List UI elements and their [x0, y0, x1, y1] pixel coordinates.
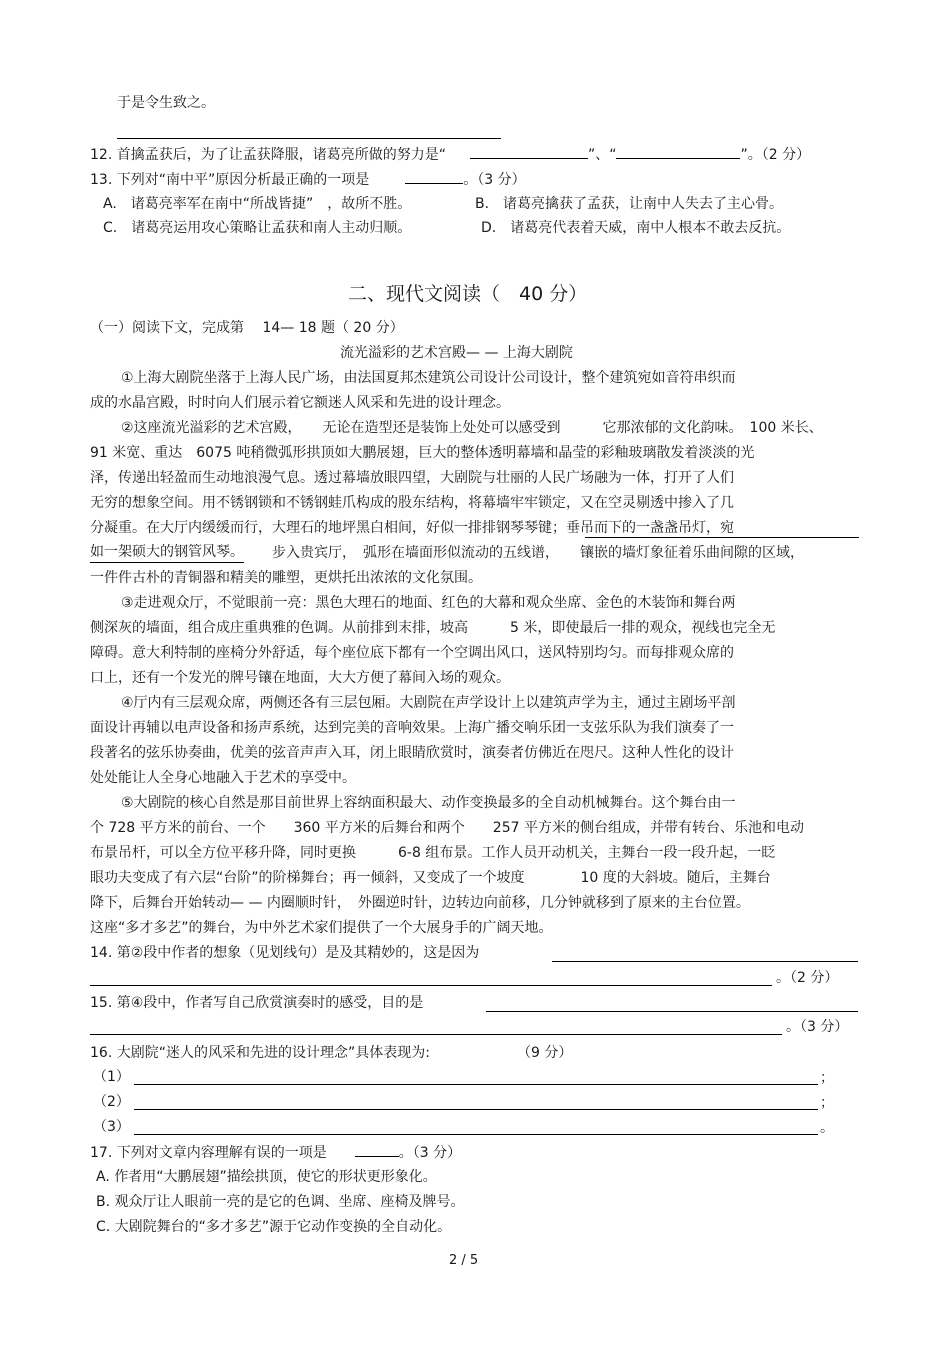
q16-answer-line-1[interactable] — [134, 1084, 818, 1085]
q17-option-b[interactable]: B. 观众厅让人眼前一亮的是它的色调、坐席、座椅及牌号。 — [96, 1194, 465, 1210]
part-intro: （一）阅读下文，完成第 14— 18 题（ 20 分） — [90, 320, 404, 336]
q16-stem: 16. 大剧院“迷人的风采和先进的设计理念”具体表现为: — [90, 1045, 430, 1061]
q13-option-d[interactable]: D. 诸葛亮代表着天威，南中人根本不敢去反抗。 — [481, 220, 791, 236]
q12-mid: ”、“ — [587, 147, 617, 163]
article-line: ②这座流光溢彩的艺术宫殿， 无论在造型还是装饰上处处可以感受到 它那浓郁的文化韵味。 100 米长、 — [121, 420, 823, 436]
q16-answer-line-3[interactable] — [134, 1134, 818, 1135]
article-line: 段著名的弦乐协奏曲，优美的弦音声声入耳，闭上眼睛欣赏时，演奏者仿佛近在咫尺。这种人性化的设计 — [90, 745, 734, 761]
article-line: 眼功夫变成了有六层“台阶”的阶梯舞台；再一倾斜，又变成了一个坡度 10 度的大斜坡。随后，主舞台 — [90, 870, 771, 886]
article-line-underlined: 分凝重。在大厅内缓缓而行，大理石的地坪黑白相间，好似一排排钢琴琴键；垂吊而下的一盏盏吊灯，宛 — [90, 520, 734, 536]
q17-blank[interactable] — [355, 1142, 399, 1157]
article-line: 面设计再辅以电声设备和扬声系统，达到完美的音响效果。上海广播交响乐团一支弦乐队为我们演奏了一 — [90, 720, 734, 736]
q13-stem — [90, 169, 526, 190]
article-line: 处处能让人全身心地融入于艺术的享受中。 — [90, 770, 356, 786]
article-line: 障碍。意大利特制的座椅分外舒适，每个座位底下都有一个空调出风口，送风特别均匀。而每排观众席的 — [90, 645, 734, 661]
q15-score: 。（3 分） — [786, 1019, 849, 1035]
q16-item-2-number: （2） — [93, 1094, 130, 1110]
q14-score: 。（2 分） — [776, 970, 839, 986]
q15-stem: 15. 第④段中，作者写自己欣赏演奏时的感受，目的是 — [90, 995, 424, 1011]
q13-option-b[interactable]: B. 诸葛亮擒获了孟获，让南中人失去了主心骨。 — [475, 196, 784, 212]
q17-stem — [90, 1142, 461, 1163]
q12-prefix: 12. 首擒孟获后，为了让孟获降服，诸葛亮所做的努力是“ — [90, 147, 446, 163]
article-line: 降下，后舞台开始转动— — 内圈顺时针， 外圈逆时针，边转边向前移，几分钟就移到了原来的主台位置。 — [90, 895, 750, 911]
q13-option-c[interactable]: C. 诸葛亮运用攻心策略让孟获和南人主动归顺。 — [103, 220, 412, 236]
q14-answer-line-2[interactable] — [90, 985, 772, 986]
q15-answer-line-2[interactable] — [90, 1034, 782, 1035]
page-number: 2 / 5 — [449, 1253, 479, 1268]
q12-blank-2[interactable] — [616, 144, 740, 159]
article-line: ④厅内有三层观众席，两侧还各有三层包厢。大剧院在声学设计上以建筑声学为主，通过主剧场平剖 — [121, 695, 736, 711]
q16-item-3-punct: 。 — [820, 1120, 834, 1136]
q17-option-c[interactable]: C. 大剧院舞台的“多才多艺”源于它动作变换的全自动化。 — [96, 1219, 452, 1235]
article-line: 口上，还有一个发光的牌号镶在地面，大大方便了幕间入场的观众。 — [90, 670, 510, 686]
q17-score: 。（3 分） — [398, 1145, 462, 1161]
q12 — [90, 144, 810, 165]
q13-option-a[interactable]: A. 诸葛亮率军在南中“所战皆捷” ，故所不胜。 — [103, 196, 412, 212]
q13-score: 。（3 分） — [463, 172, 526, 188]
article-line: 这座“多才多艺”的舞台，为中外艺术家们提供了一个大展身手的广阔天地。 — [90, 920, 553, 936]
q17-stem-text: 17. 下列对文章内容理解有误的一项是 — [90, 1145, 327, 1161]
q16-item-3-number: （3） — [93, 1119, 130, 1135]
q11-tail: 于是令生致之。 — [117, 95, 215, 111]
article-line: 布景吊杆，可以全方位平移升降，同时更换 6-8 组布景。工作人员开动机关，主舞台一段一段升起，一眨 — [90, 845, 776, 861]
q16-item-2-punct: ； — [820, 1095, 834, 1111]
q16-item-1-number: （1） — [93, 1069, 130, 1085]
q13-stem-text: 13. 下列对“南中平”原因分析最正确的一项是 — [90, 172, 370, 188]
article-line: 侧深灰的墙面，组合成庄重典雅的色调。从前排到末排，坡高 5 米，即使最后一排的观众，视线也完全无 — [90, 620, 776, 636]
underline-mark — [585, 537, 859, 538]
article-line: 步入贵宾厅， 弧形在墙面形似流动的五线谱， 镶嵌的墙灯象征着乐曲间隙的区域， — [258, 545, 804, 561]
q13-blank[interactable] — [405, 169, 463, 184]
article-line: 无穷的想象空间。用不锈钢锁和不锈钢蛙爪构成的股东结构，将幕墙牢牢锁定，又在空灵剔透中掺入了几 — [90, 495, 734, 511]
q12-blank-1[interactable] — [470, 144, 588, 159]
article-line: 一件件古朴的青铜器和精美的雕塑，更烘托出浓浓的文化氛围。 — [90, 570, 482, 586]
article-line: ③走进观众厅，不觉眼前一亮：黑色大理石的地面、红色的大幕和观众坐席、金色的木装饰和舞台两 — [121, 595, 736, 611]
q17-option-a[interactable]: A. 作者用“大鹏展翅”描绘拱顶，使它的形状更形象化。 — [96, 1169, 437, 1185]
article-line: ⑤大剧院的核心自然是那目前世界上容纳面积最大、动作变换最多的全自动机械舞台。这个舞台由一 — [121, 795, 736, 811]
q12-suffix: ”。（2 分） — [740, 147, 811, 163]
article-line: 个 728 平方米的前台、一个 360 平方米的后舞台和两个 257 平方米的侧台组成，并带有转台、乐池和电动 — [90, 820, 804, 836]
article-line: 91 米宽、重达 6075 吨稍微弧形拱顶如大鹏展翅，巨大的整体透明幕墙和晶莹的彩釉玻璃散发着淡淡的光 — [90, 445, 755, 461]
article-line: 成的水晶宫殿，时时向人们展示着它额迷人风采和先进的设计理念。 — [90, 395, 510, 411]
q15-answer-line-1[interactable] — [486, 1011, 858, 1012]
article-title: 流光溢彩的艺术宫殿— — 上海大剧院 — [340, 345, 573, 361]
q16-answer-line-2[interactable] — [134, 1109, 818, 1110]
q16-item-1-punct: ； — [820, 1070, 834, 1086]
article-line: 泽，传递出轻盈而生动地浪漫气息。透过幕墙放眼四望，大剧院与壮丽的人民广场融为一体，打开了人们 — [90, 470, 734, 486]
q16-score: （9 分） — [517, 1045, 573, 1061]
q14-answer-line-1[interactable] — [552, 961, 858, 962]
section-title: 二、现代文阅读（ 40 分） — [348, 283, 588, 305]
article-line-underlined: 如一架硕大的钢管风琴。 — [90, 543, 244, 563]
article-line: ①上海大剧院坐落于上海人民广场，由法国夏邦杰建筑公司设计公司设计，整个建筑宛如音符串织而 — [121, 370, 736, 386]
q14-stem: 14. 第②段中作者的想象（见划线句）是及其精妙的，这是因为 — [90, 945, 480, 961]
q11-answer-line[interactable] — [117, 138, 501, 139]
